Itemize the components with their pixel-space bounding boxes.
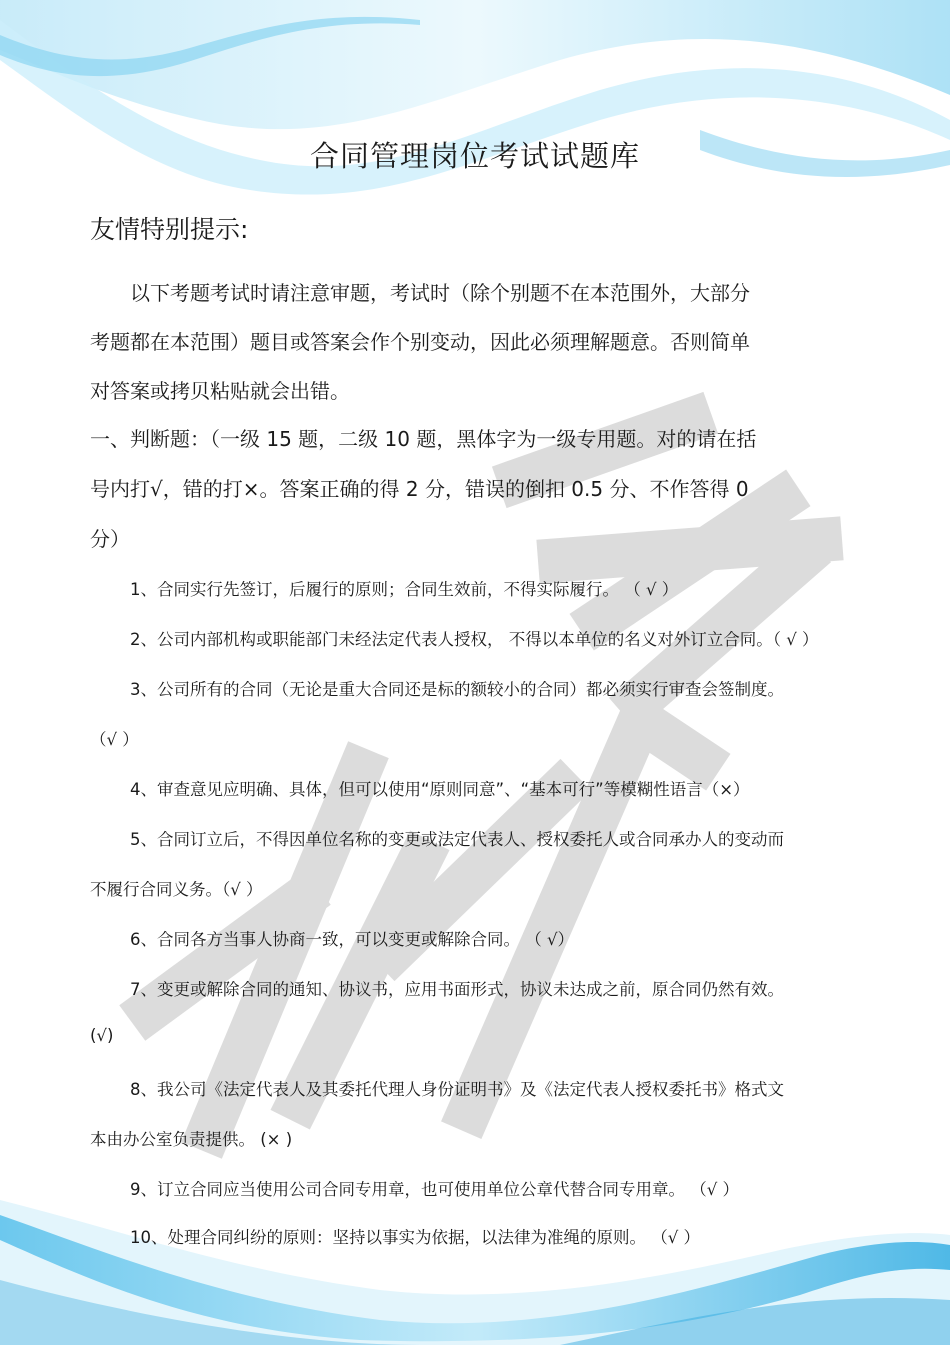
question-line: 3、公司所有的合同（无论是重大合同还是标的额较小的合同）都必须实行审查会签制度。 bbox=[130, 680, 784, 699]
question-line: 1、合同实行先签订，后履行的原则；合同生效前，不得实际履行。 （ √ ） bbox=[130, 580, 679, 599]
question-line: 4、审查意见应明确、具体，但可以使用“原则同意”、“基本可行”等模糊性语言（×） bbox=[130, 780, 750, 799]
question-line: 本由办公室负责提供。 (× ) bbox=[90, 1130, 293, 1149]
question-line: 7、变更或解除合同的通知、协议书，应用书面形式，协议未达成之前，原合同仍然有效。 bbox=[130, 980, 784, 999]
question-line: 10、处理合同纠纷的原则：坚持以事实为依据，以法律为准绳的原则。 （√ ） bbox=[130, 1228, 700, 1247]
question-line: 6、合同各方当事人协商一致，可以变更或解除合同。 （ √） bbox=[130, 930, 575, 949]
question-line: 5、合同订立后，不得因单位名称的变更或法定代表人、授权委托人或合同承办人的变动而 bbox=[130, 830, 784, 849]
question-line: （√ ） bbox=[90, 730, 139, 749]
section-line: 号内打√，错的打×。答案正确的得 2 分，错误的倒扣 0.5 分、不作答得 0 bbox=[90, 477, 749, 501]
section-line: 一、判断题：（一级 15 题，二级 10 题，黑体字为一级专用题。对的请在括 bbox=[90, 427, 757, 451]
question-line: 2、公司内部机构或职能部门未经法定代表人授权， 不得以本单位的名义对外订立合同。（ √ ） bbox=[130, 630, 819, 649]
intro-line: 以下考题考试时请注意审题，考试时（除个别题不在本范围外，大部分 bbox=[130, 281, 750, 305]
question-line: (√) bbox=[90, 1026, 114, 1045]
section-line: 分） bbox=[90, 527, 130, 551]
intro-line: 考题都在本范围）题目或答案会作个别变动，因此必须理解题意。否则简单 bbox=[90, 330, 750, 354]
notice-heading: 友情特别提示: bbox=[90, 215, 249, 244]
page-title: 合同管理岗位考试试题库 bbox=[309, 139, 640, 173]
question-line: 8、我公司《法定代表人及其委托代理人身份证明书》及《法定代表人授权委托书》格式文 bbox=[130, 1080, 784, 1099]
question-line: 9、订立合同应当使用公司合同专用章，也可使用单位公章代替合同专用章。 （√ ） bbox=[130, 1180, 740, 1199]
question-line: 不履行合同义务。（√ ） bbox=[90, 880, 263, 899]
intro-line: 对答案或拷贝粘贴就会出错。 bbox=[90, 379, 350, 403]
